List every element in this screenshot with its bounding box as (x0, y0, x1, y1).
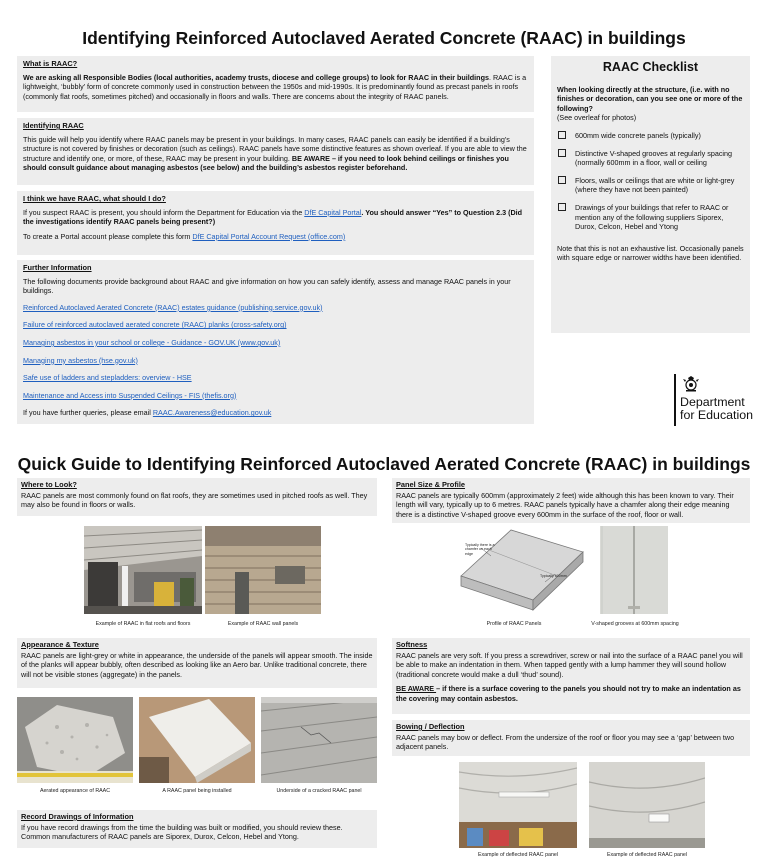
what-to-do-text: If you suspect RAAC is present, you should inform the Department for Education via the DfE Capital Portal. You should answer “Yes” to Question 2.3 (Did the investigations identify RAAC panels being present?) (23, 207, 523, 227)
v-grooves-photo (600, 526, 668, 614)
checklist-see-overleaf: (See overleaf for photos) (557, 113, 637, 123)
appearance-text: RAAC panels are light-grey or white in appearance, the underside of the panels will appear smooth. The inside of the planks will appear bubbly, often described as looking like an Aero bar. Unlike traditional concrete, there will not be visible stones (aggregate) in the panels. (21, 650, 373, 679)
what-to-do-heading: I think we have RAAC, what should I do? (23, 194, 166, 203)
caption-deflected-1: Example of deflected RAAC panel (477, 852, 559, 858)
what-is-raac-heading: What is RAAC? (23, 59, 78, 68)
softness-section (392, 638, 750, 714)
checklist-title: RAAC Checklist (602, 60, 699, 74)
deflected-panel-photo-1 (459, 762, 577, 848)
bowing-section (392, 720, 750, 756)
page-title: Identifying Reinforced Autoclaved Aerated Concrete (RAAC) in buildings (82, 28, 686, 48)
raac-estates-guidance-link[interactable]: Reinforced Autoclaved Aerated Concrete (RAAC) estates guidance (publishing.service.gov.uk) (23, 302, 323, 312)
where-to-look-section (17, 478, 377, 516)
aerated-raac-photo (17, 697, 133, 783)
royal-crest-icon (681, 376, 701, 392)
identifying-raac-heading: Identifying RAAC (23, 121, 84, 130)
raac-flat-roof-photo (84, 526, 202, 614)
further-information-intro: The following documents provide background about RAAC and give information on how you can safely identify, assess and manage RAAC panels in your buildings. (23, 276, 511, 296)
caption-profile: Profile of RAAC Panels (486, 621, 542, 627)
bowing-heading: Bowing / Deflection (396, 722, 465, 731)
what-to-do-section (17, 191, 534, 255)
where-to-look-text: RAAC panels are most commonly found on flat roofs, they are sometimes used in pitched roofs as well. They may also be found in floors or walls. (21, 490, 368, 510)
diagram-label-chamfer: Typically there is a chamfer on each edge (465, 543, 495, 556)
softness-warning: BE AWARE – if there is a surface covering to the panels you should not try to make an indentation as the covering may contain asbestos. (396, 684, 741, 703)
checklist-item[interactable]: Drawings of your buildings that refer to RAAC or mention any of the following suppliers Siporex, Durox, Celcon, Hebel and Ytong (557, 203, 744, 232)
checklist-item[interactable]: Floors, walls or ceilings that are white or light-grey (where they have not been painted) (557, 176, 744, 195)
further-information-heading: Further Information (23, 263, 92, 272)
record-drawings-section (17, 810, 377, 848)
checklist-item[interactable]: 600mm wide concrete panels (typically) (557, 131, 744, 141)
record-drawings-text: If you have record drawings from the time the building was built or modified, you should review these. Common manufacturers of RAAC panels are Siporex, Durox, Celcon, Hebel and Ytong. (21, 822, 343, 842)
checklist-item[interactable]: Distinctive V-shaped grooves at regularly spacing (normally 600mm in a floor, wall or ceiling (557, 149, 744, 168)
dfe-logo (674, 374, 760, 428)
raac-profile-diagram (459, 526, 585, 614)
caption-deflected-2: Example of deflected RAAC panel (606, 852, 688, 858)
portal-account-text: To create a Portal account please complete this form DfE Capital Portal Account Request (office.com) (23, 231, 346, 241)
caption-installed: A RAAC panel being installed (162, 788, 232, 794)
failure-of-raac-planks-link[interactable]: Failure of reinforced autoclaved aerated concrete (RAAC) planks (cross-safety.org) (23, 320, 287, 330)
further-queries-text: If you have further queries, please email RAAC.Awareness@education.gov.uk (23, 408, 272, 418)
raac-checklist (551, 56, 750, 333)
managing-my-asbestos-link[interactable]: Managing my asbestos (hse.gov.uk) (23, 355, 138, 365)
raac-wall-panels-photo (205, 526, 321, 614)
suspended-ceilings-link[interactable]: Maintenance and Access into Suspended Ceilings - FIS (thefis.org) (23, 390, 237, 400)
checklist-note: Note that this is not an exhaustive list. Occasionally panels with square edge or narrower widths have been identified. (557, 243, 744, 263)
managing-asbestos-guidance-link[interactable]: Managing asbestos in your school or college - Guidance - GOV.UK (www.gov.uk) (23, 337, 281, 347)
dfe-logo-text: Department for Education (680, 395, 754, 422)
softness-text: RAAC panels are very soft. If you press a screwdriver, screw or nail into the surface of a RAAC panel you will be able to make an indentation in them. When tapped gently with a lump hammer they will sound hollow (traditional concrete would make a dull ‘thud’ sound). (396, 650, 743, 679)
caption-aerated: Aerated appearance of RAAC (39, 788, 111, 794)
cracked-raac-photo (261, 697, 377, 783)
diagram-label-width: Typically 600mm (540, 574, 567, 578)
dfe-capital-portal-link[interactable]: DfE Capital Portal (304, 207, 362, 217)
raac-email-link[interactable]: RAAC.Awareness@education.gov.uk (152, 408, 272, 418)
softness-heading: Softness (396, 640, 428, 649)
panel-size-heading: Panel Size & Profile (396, 480, 466, 489)
panel-size-section (392, 478, 750, 523)
panel-size-text: RAAC panels are typically 600mm (approximately 2 feet) wide although this has been known to vary. Their length will vary, typically up to 6 metres. RAAC panels typically have a chamfer along their edge meaning there is a distinctive V-shaped groove every 600mm in the surface of the roof, floor or wall. (396, 490, 734, 519)
checkbox[interactable] (558, 176, 566, 184)
caption-v-grooves: V-shaped grooves at 600mm spacing (591, 621, 679, 627)
quick-guide-title: Quick Guide to Identifying Reinforced Autoclaved Aerated Concrete (RAAC) in buildings (17, 454, 751, 474)
record-drawings-heading: Record Drawings of Information (21, 812, 134, 821)
portal-account-request-link[interactable]: DfE Capital Portal Account Request (office.com) (192, 231, 346, 241)
checkbox[interactable] (558, 149, 566, 157)
further-information-section (17, 260, 534, 424)
caption-cracked: Underside of a cracked RAAC panel (276, 788, 362, 794)
what-is-raac-text: We are asking all Responsible Bodies (local authorities, academy trusts, diocese and college groups) to look for RAAC in their buildings. RAAC is a lightweight, ‘bubbly’ form of concrete commonly used in construction between the 1950s and mid-1990s. It is predominantly found as precast panels in roofs (commonly flat roofs, sometimes pitched) and occasionally in floors and walls. There are concerns about the integrity of RAAC panels. (23, 72, 527, 101)
what-is-raac-section (17, 56, 534, 112)
deflected-panel-photo-2 (589, 762, 705, 848)
checkbox[interactable] (558, 203, 566, 211)
raac-panel-installed-photo (139, 697, 255, 783)
caption-flat-roofs: Example of RAAC in flat roofs and floors (95, 621, 191, 627)
safe-use-of-ladders-link[interactable]: Safe use of ladders and stepladders: overview - HSE (23, 373, 192, 383)
checklist-question: When looking directly at the structure, (i.e. with no finishes or decoration, can you see one or more of the following? (557, 84, 743, 113)
appearance-section (17, 638, 377, 688)
caption-wall-panels: Example of RAAC wall panels (227, 621, 299, 627)
appearance-heading: Appearance & Texture (21, 640, 99, 649)
where-to-look-heading: Where to Look? (21, 480, 77, 489)
bowing-text: RAAC panels may bow or deflect. From the undersize of the roof or floor you may see a ‘gap’ between two adjacent panels. (396, 732, 735, 752)
checkbox[interactable] (558, 131, 566, 139)
identifying-raac-text: This guide will help you identify where RAAC panels may be present in your buildings. In many cases, RAAC panels can easily be identified if a building’s structure is not covered by finishes or decoration (such as ceilings). RAAC panels have some distinctive features as shown overleaf. If you are able to view the structure and identify one, or more, of these, RAAC may be present in your building. BE AWARE – if you need to look behind ceilings or finishes you should consult guidance about managing asbestos (see below) and the building’s asbestos register beforehand. (23, 134, 527, 173)
identifying-raac-section (17, 118, 534, 185)
